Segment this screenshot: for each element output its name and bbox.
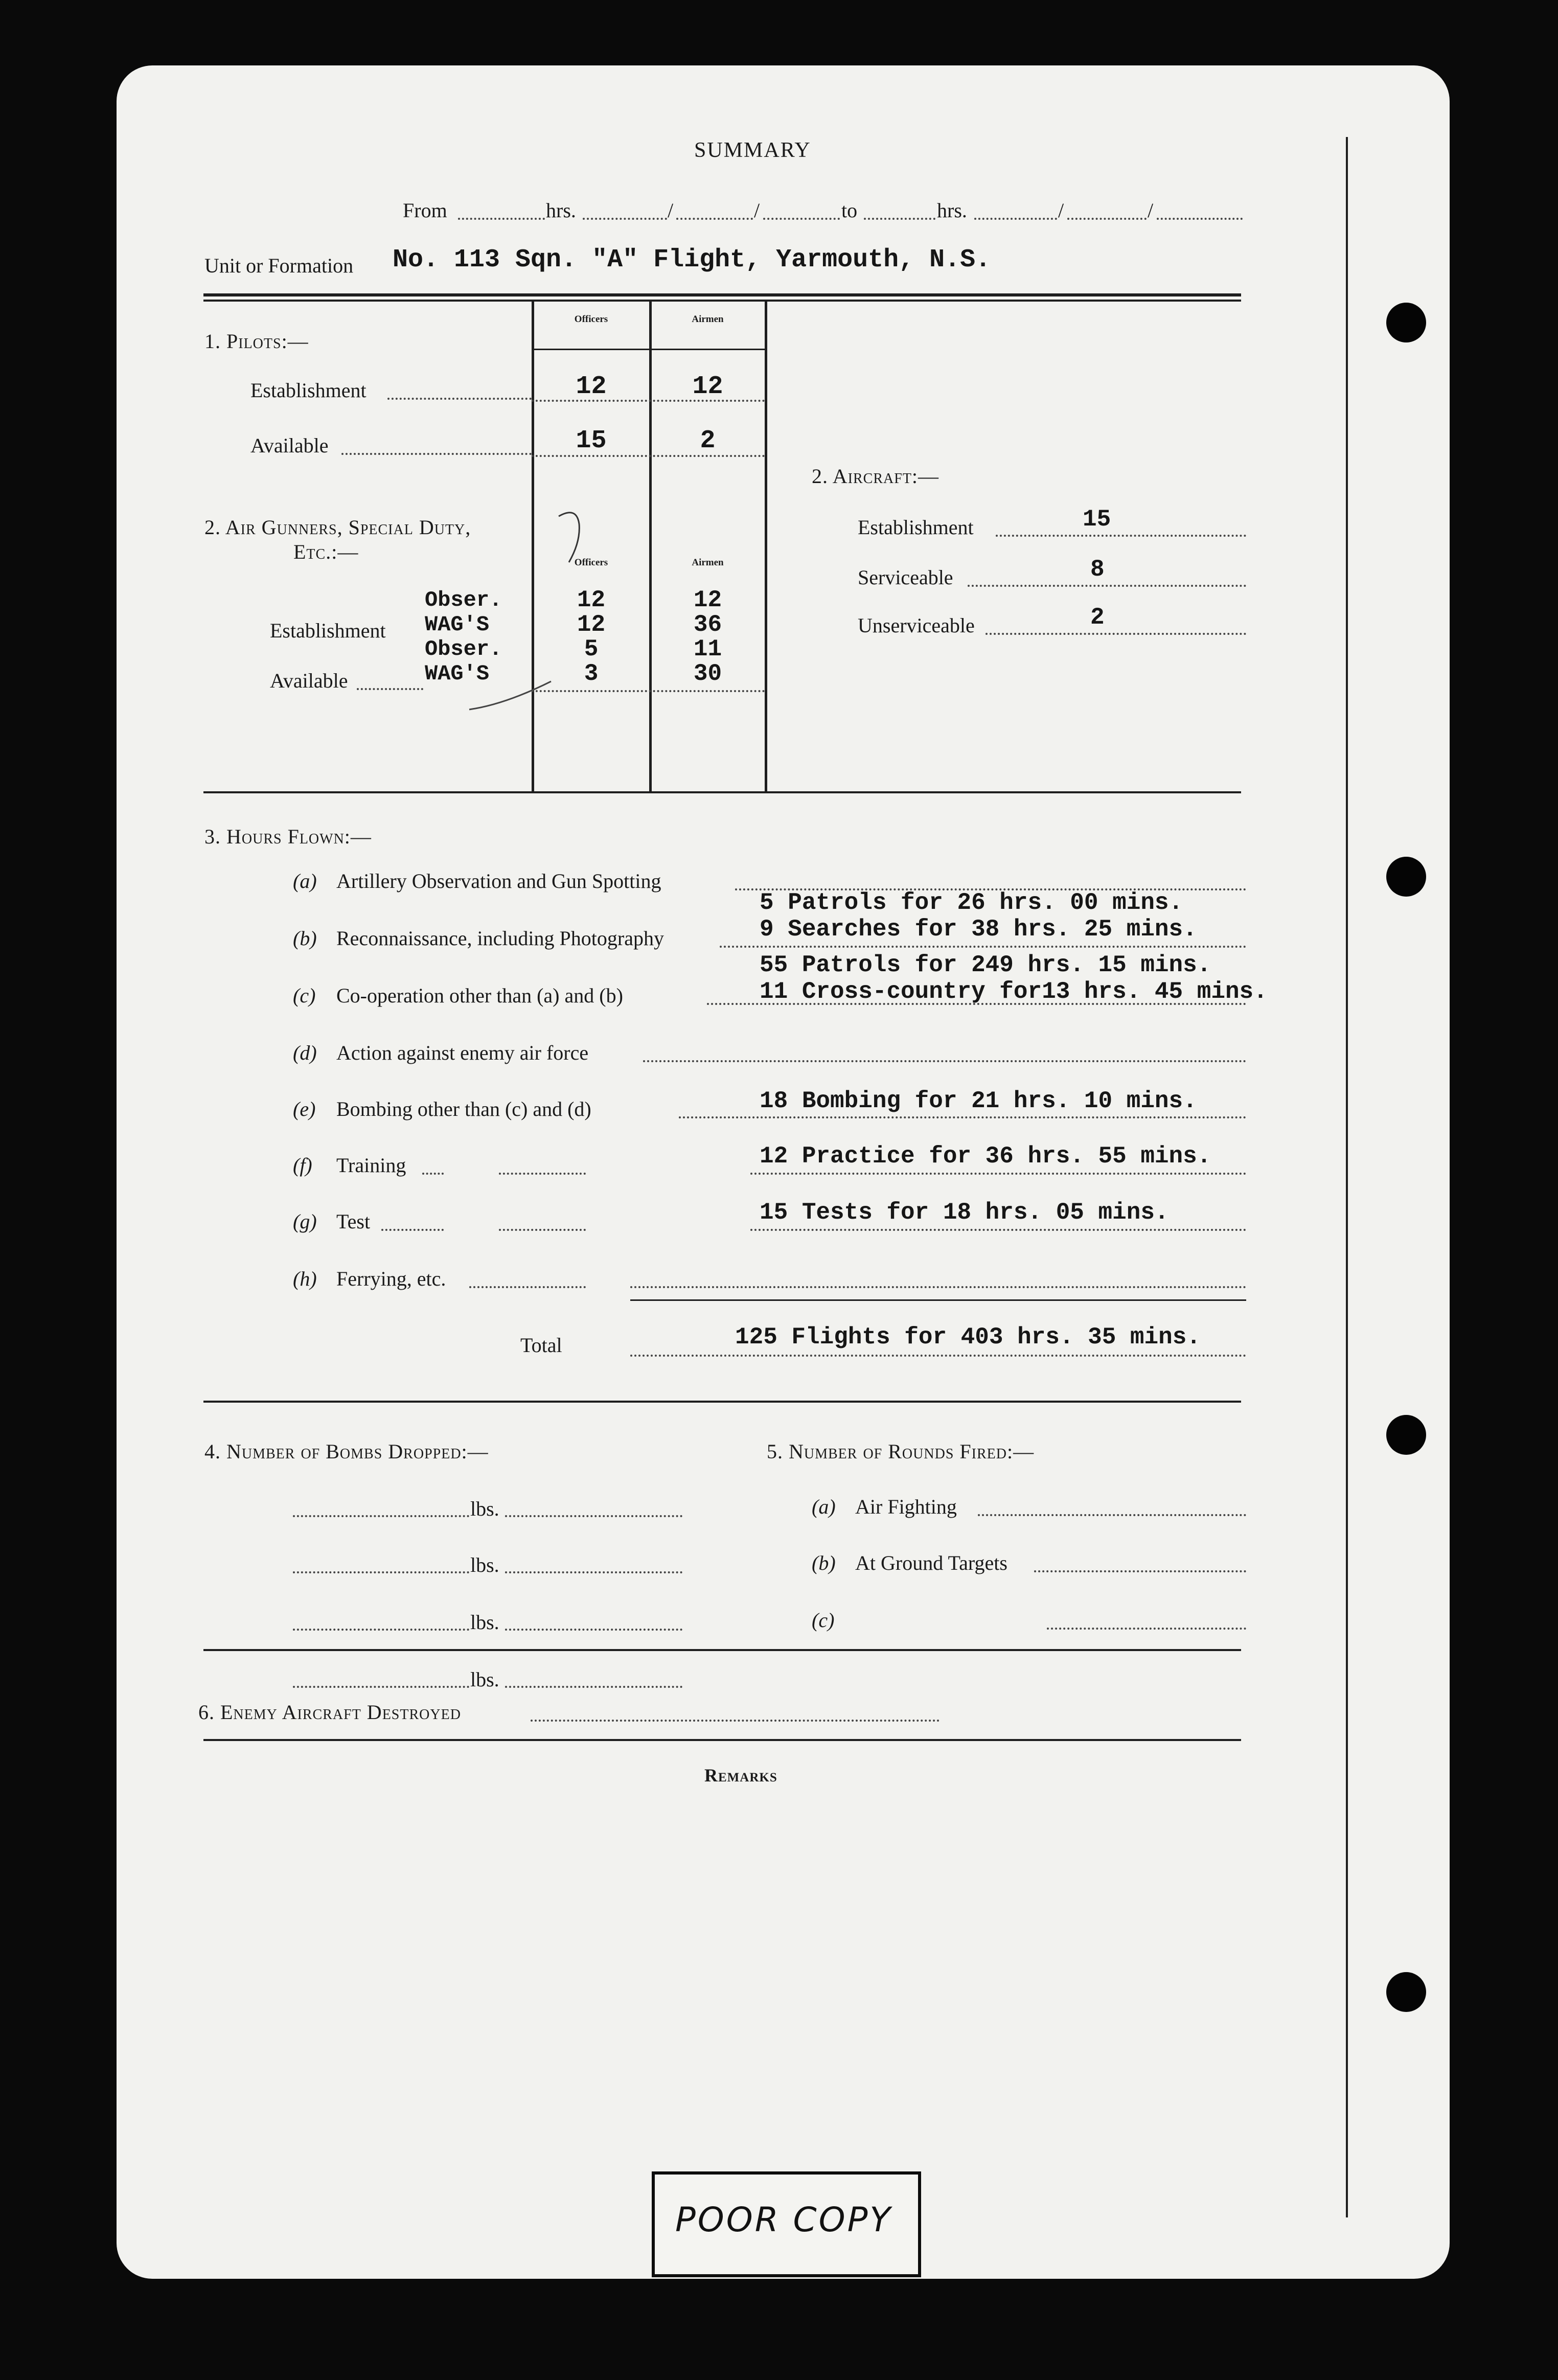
pilots-establishment-airmen: 12: [692, 372, 723, 401]
hours-c-entry-2: 11 Cross-country for13 hrs. 45 mins.: [760, 978, 1268, 1005]
aircraft-heading: 2. Aircraft:—: [812, 465, 940, 488]
gunners-row4-officers: 3: [584, 660, 599, 687]
from-blank: [458, 218, 545, 220]
gunners-row3-type: Obser.: [425, 637, 502, 661]
hours-g-entry-1: 15 Tests for 18 hrs. 05 mins.: [760, 1199, 1169, 1226]
pilots-col-airmen: Airmen: [692, 314, 724, 325]
hours-g-leader: [381, 1229, 444, 1231]
hours-d-label: Action against enemy air force: [336, 1041, 589, 1064]
gunners-available-label: Available: [270, 669, 348, 692]
to-day-blank: [1067, 218, 1147, 220]
aircraft-serviceable-leader: [968, 585, 1246, 587]
binder-hole-icon: [1386, 1415, 1426, 1455]
pilots-available-officers: 15: [576, 426, 607, 455]
gunners-heading-line2: Etc.:—: [293, 540, 359, 563]
rule-section-3: [203, 791, 1241, 793]
aircraft-establishment-leader: [996, 535, 1246, 537]
hours-d-key: (d): [293, 1041, 317, 1064]
pilots-available-label: Available: [250, 434, 329, 457]
to-month-blank: [1157, 218, 1243, 220]
to-hrs-blank: [974, 218, 1057, 220]
bombs-heading: 4. Number of Bombs Dropped:—: [204, 1440, 489, 1463]
pilots-heading: 1. Pilots:—: [204, 330, 309, 353]
gunners-available-rule: [532, 690, 765, 692]
right-margin-rule: [1346, 137, 1348, 2217]
hours-c-rule: [707, 1003, 1246, 1005]
gunners-row1-airmen: 12: [693, 587, 722, 613]
hours-a-label: Artillery Observation and Gun Spotting: [336, 869, 661, 892]
hours-f-label: Training: [336, 1154, 406, 1177]
hours-heading: 3. Hours Flown:—: [204, 825, 372, 848]
bombs-unit-4: lbs.: [470, 1668, 499, 1691]
rule-top-1: [203, 293, 1241, 296]
hours-g-label: Test: [336, 1210, 371, 1233]
hours-a-key: (a): [293, 869, 317, 892]
page-title: SUMMARY: [694, 139, 811, 162]
hours-e-rule: [679, 1116, 1246, 1118]
from-day-blank: [676, 218, 753, 220]
hours-f-leader-2: [499, 1173, 586, 1175]
to-label: to: [841, 199, 858, 222]
hours-h-label: Ferrying, etc.: [336, 1267, 446, 1290]
enemy-label: 6. Enemy Aircraft Destroyed: [198, 1701, 461, 1724]
hours-b-entry-1: 5 Patrols for 26 hrs. 00 mins.: [760, 889, 1183, 916]
aircraft-unserviceable-value: 2: [1090, 604, 1105, 631]
bombs-unit-2: lbs.: [470, 1553, 499, 1576]
rounds-a-rule: [978, 1514, 1246, 1516]
hours-b-rule: [720, 946, 1246, 948]
total-rule: [630, 1299, 1246, 1301]
from-hrs-blank: [583, 218, 667, 220]
bombs-qty-2: [293, 1571, 469, 1573]
hours-f-key: (f): [293, 1154, 312, 1177]
hours-b-label: Reconnaissance, including Photography: [336, 927, 664, 950]
gunners-available-leader: [357, 688, 423, 690]
pilots-establishment-leader: [387, 398, 532, 400]
gunners-row2-officers: 12: [577, 611, 606, 638]
pilots-available-rule: [532, 455, 765, 457]
gunners-row4-airmen: 30: [693, 660, 722, 687]
bombs-qty-1: [293, 1515, 469, 1517]
to-blank: [864, 218, 935, 220]
hours-f-leader: [422, 1173, 444, 1175]
hours-e-key: (e): [293, 1097, 316, 1120]
hours-e-label: Bombing other than (c) and (d): [336, 1097, 591, 1120]
bombs-unit-3: lbs.: [470, 1611, 499, 1634]
grid-header-rule: [532, 349, 765, 350]
pilots-available-airmen: 2: [700, 426, 716, 455]
bombs-type-3: [505, 1629, 682, 1631]
hours-total-dots: [630, 1355, 1246, 1357]
hours-g-key: (g): [293, 1210, 317, 1233]
pilots-col-officers: Officers: [574, 314, 608, 325]
rounds-c-rule: [1047, 1628, 1246, 1630]
gunners-row4-type: WAG'S: [425, 661, 490, 686]
slash-3: /: [1058, 199, 1064, 222]
aircraft-serviceable-value: 8: [1090, 556, 1105, 583]
remarks-heading: Remarks: [704, 1765, 777, 1786]
gunners-col-airmen: Airmen: [692, 557, 724, 568]
hours-c-label: Co-operation other than (a) and (b): [336, 984, 623, 1007]
rounds-b-label: At Ground Targets: [855, 1551, 1007, 1574]
bombs-type-1: [505, 1515, 682, 1517]
aircraft-unserviceable-label: Unserviceable: [858, 614, 975, 637]
pilots-available-leader: [341, 453, 532, 455]
hours-total-value: 125 Flights for 403 hrs. 35 mins.: [735, 1324, 1201, 1351]
gunners-row2-type: WAG'S: [425, 612, 490, 637]
rounds-heading: 5. Number of Rounds Fired:—: [767, 1440, 1035, 1463]
unit-label: Unit or Formation: [204, 254, 354, 277]
binder-hole-icon: [1386, 1972, 1426, 2012]
poor-copy-text: POOR COPY: [675, 2200, 892, 2239]
from-month-blank: [763, 218, 840, 220]
from-label: From: [403, 199, 447, 222]
gunners-row3-airmen: 11: [693, 636, 722, 662]
hours-h-key: (h): [293, 1267, 317, 1290]
hours-f-entry-1: 12 Practice for 36 hrs. 55 mins.: [760, 1143, 1211, 1170]
rounds-a-label: Air Fighting: [855, 1495, 957, 1518]
hours-c-entry-1: 55 Patrols for 249 hrs. 15 mins.: [760, 952, 1211, 978]
hours-h-leader: [469, 1286, 586, 1288]
hours-g-rule: [750, 1229, 1246, 1231]
pencil-mark-icon: [551, 506, 592, 567]
gunners-row2-airmen: 36: [693, 611, 722, 638]
aircraft-establishment-value: 15: [1083, 506, 1111, 533]
grid-right: [765, 302, 767, 791]
rounds-a-key: (a): [812, 1495, 836, 1518]
pilots-establishment-label: Establishment: [250, 379, 366, 402]
gunners-establishment-label: Establishment: [270, 619, 386, 642]
bombs-type-2: [505, 1571, 682, 1573]
slash-1: /: [668, 199, 674, 222]
hours-b-entry-2: 9 Searches for 38 hrs. 25 mins.: [760, 916, 1197, 943]
pilots-establishment-rule: [532, 400, 765, 402]
gunners-heading-line1: 2. Air Gunners, Special Duty,: [204, 516, 471, 539]
rounds-b-key: (b): [812, 1551, 836, 1574]
slash-4: /: [1148, 199, 1154, 222]
aircraft-establishment-label: Establishment: [858, 516, 974, 539]
hours-c-key: (c): [293, 984, 316, 1007]
gunners-row1-type: Obser.: [425, 588, 502, 612]
unit-value: No. 113 Sqn. "A" Flight, Yarmouth, N.S.: [393, 245, 991, 274]
pencil-stroke-icon: [464, 679, 556, 720]
hours-b-key: (b): [293, 927, 317, 950]
bombs-type-4: [505, 1686, 682, 1688]
enemy-rule: [531, 1720, 940, 1722]
aircraft-serviceable-label: Serviceable: [858, 566, 953, 589]
form-page: [117, 65, 1450, 2279]
binder-hole-icon: [1386, 857, 1426, 897]
gunners-row1-officers: 12: [577, 587, 606, 613]
hours-g-leader-2: [499, 1229, 586, 1231]
rule-section-6: [203, 1649, 1241, 1651]
hours-d-rule: [643, 1060, 1246, 1062]
hours-h-rule: [630, 1286, 1246, 1288]
rounds-b-rule: [1034, 1570, 1246, 1572]
pilots-establishment-officers: 12: [576, 372, 607, 401]
binder-hole-icon: [1386, 303, 1426, 342]
hours-f-rule: [750, 1173, 1246, 1175]
aircraft-unserviceable-leader: [986, 633, 1246, 635]
gunners-col-officers: Officers: [574, 557, 608, 568]
rounds-c-key: (c): [812, 1609, 835, 1632]
poor-copy-label: [652, 2171, 921, 2277]
bombs-unit-1: lbs.: [470, 1497, 499, 1520]
hours-total-label: Total: [520, 1334, 562, 1357]
gunners-row3-officers: 5: [584, 636, 599, 662]
bombs-qty-3: [293, 1629, 469, 1631]
rule-remarks: [203, 1739, 1241, 1741]
hrs-label-1: hrs.: [546, 199, 576, 222]
hours-e-entry-1: 18 Bombing for 21 hrs. 10 mins.: [760, 1088, 1197, 1114]
slash-2: /: [754, 199, 760, 222]
hrs-label-2: hrs.: [937, 199, 967, 222]
rule-top-2: [203, 300, 1241, 302]
rule-section-4: [203, 1401, 1241, 1403]
bombs-qty-4: [293, 1686, 469, 1688]
